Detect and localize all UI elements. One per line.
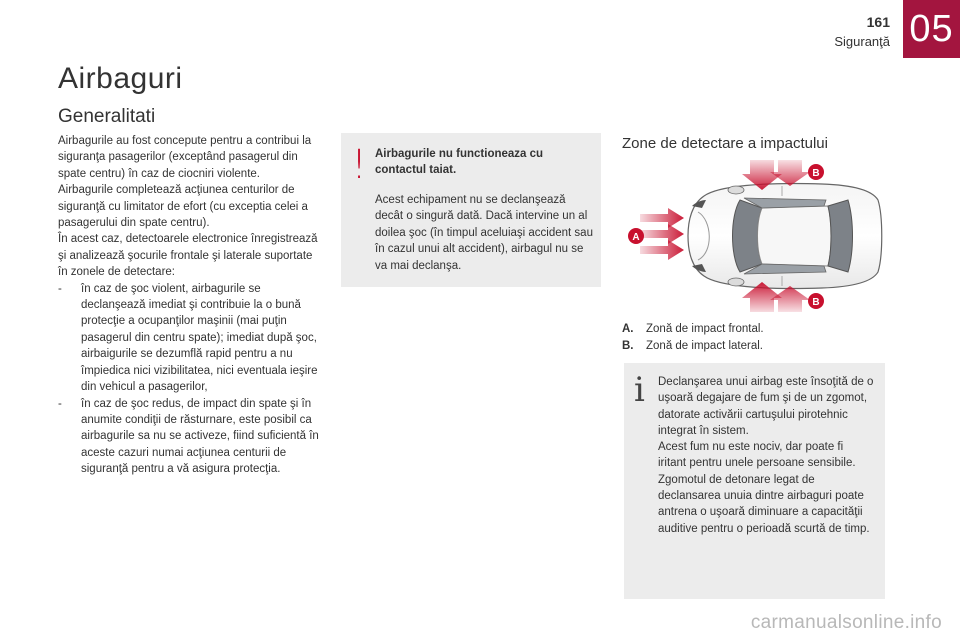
chapter-tab: 05 — [903, 0, 960, 58]
warning-text: Acest echipament nu se declanşează decât o singură dată. Dacă intervine un al doilea şoc (în timpul aceluiaşi accident sau în cazul unui alt accident), airbagul nu se va mai declanşa. — [375, 194, 593, 272]
info-icon: i — [634, 370, 645, 410]
zones-legend — [622, 321, 764, 355]
car-body — [688, 184, 882, 289]
front-impact-arrows — [640, 208, 684, 260]
legend-text: Zonă de impact lateral. — [646, 340, 763, 352]
list-item-text: în caz de şoc redus, de impact din spate şi în anumite condiţii de răsturnare, este posibil ca airbagurile sa nu se activeze, fiind suficientă în aceste cazuri numai acţiunea centurii de siguranţă pentru a vă asigura protecţia. — [81, 397, 319, 476]
page-title: Airbaguri — [58, 62, 183, 95]
info-paragraph: Zgomotul de detonare legat de declansarea unuia dintre airbaguri poate antrena o uşoară diminuare a capacităţii auditive pentru o perioadă scurtă de timp. — [658, 473, 870, 535]
intro-paragraph: În acest caz, detectoarele electronice înregistrează şi analizează şocurile frontale şi laterale suportate în zonele de detectare: — [58, 233, 318, 279]
legend-item — [622, 321, 764, 338]
info-paragraph: Acest fum nu este nociv, dar poate fi iritant pentru unele persoane sensibile. — [658, 441, 856, 470]
car-top-view-illustration — [622, 160, 884, 312]
intro-text — [58, 133, 320, 478]
marker-a-label: A — [632, 232, 640, 243]
bullet-dash: - — [58, 397, 62, 410]
intro-paragraph: Airbagurile completează acţiunea centurilor de siguranţă cu limitator de efort (cu exceptia celei a pasagerului din spate centru). — [58, 184, 308, 230]
list-item — [58, 396, 320, 478]
legend-item — [622, 338, 764, 355]
list-item-text: în caz de şoc violent, airbagurile se declanşează imediat şi contribuie la o bună protecţie a ocupanţilor maşinii (mai puţin pasagerul din centru spate); imediat după şoc, airbaigurile se dezumflă rapid pentru a nu împiedica nici vizibilitatea, nici eventuala ieşire din vehicul a pasagerilor, — [81, 282, 318, 394]
exclamation-icon: ! — [351, 142, 368, 188]
marker-b-bottom — [808, 293, 824, 309]
list-item — [58, 281, 320, 396]
section-name: Siguranţă — [834, 34, 890, 49]
legend-key: A. — [622, 323, 634, 335]
intro-paragraph: Airbagurile au fost concepute pentru a contribui la siguranţa pasagerilor (exceptând pasagerul din spate centru) în caz de ciocniri violente. — [58, 135, 312, 180]
marker-b-label: B — [812, 168, 820, 179]
marker-b-label: B — [812, 297, 820, 308]
zones-title: Zone de detectare a impactului — [622, 135, 828, 152]
info-text — [658, 374, 874, 537]
watermark: carmanualsonline.info — [750, 612, 942, 633]
warning-title: Airbagurile nu functioneaza cu contactul taiat. — [375, 148, 544, 176]
legend-text: Zonă de impact frontal. — [646, 323, 764, 335]
marker-b-top — [808, 164, 824, 180]
detection-list — [58, 281, 320, 478]
info-paragraph: Declanşarea unui airbag este însoţită de o uşoară degajare de fum şi de un zgomot, datorate activării cartuşului pirotehnic integrat în sistem. — [658, 376, 874, 437]
page-number: 161 — [866, 14, 890, 30]
marker-a — [628, 228, 644, 244]
car-impact-diagram — [622, 160, 884, 312]
legend-key: B. — [622, 340, 634, 352]
bullet-dash: - — [58, 282, 62, 295]
section-subtitle: Generalitati — [58, 106, 156, 127]
